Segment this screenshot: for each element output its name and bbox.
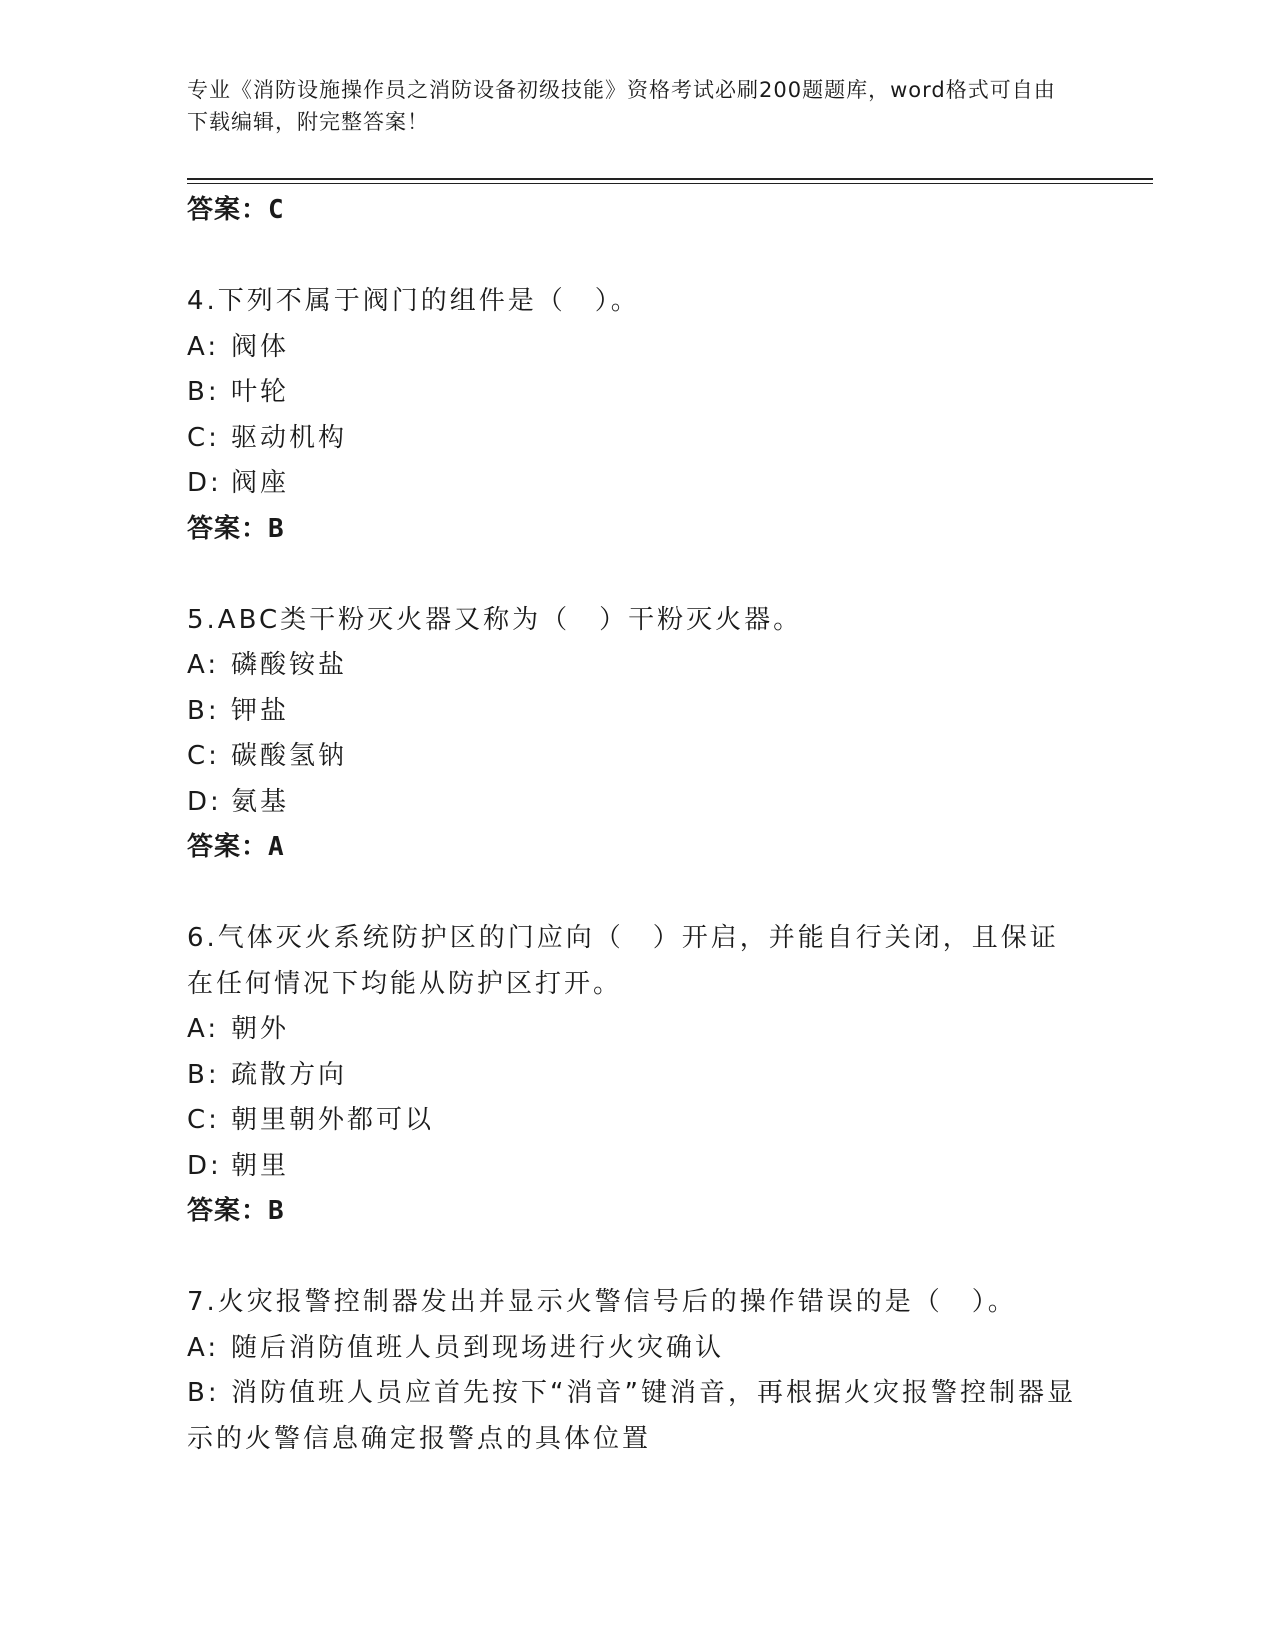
question-stem: 5.ABC类干粉灭火器又称为（ ）干粉灭火器。 [187,604,803,635]
option-label: C: [187,422,220,453]
option-label: D: [187,468,222,498]
question-stem: 7.火灾报警控制器发出并显示火警信号后的操作错误的是（ ）。 [187,1287,1017,1317]
option-label: D: [187,1150,222,1181]
option-label: A: [187,331,220,362]
header-divider-thin [187,183,1153,184]
option-text: 朝里朝外都可以 [231,1105,435,1135]
option-text: 磷酸铵盐 [231,650,348,680]
question-item [187,279,1077,552]
question-list [187,188,1077,1462]
question-item [187,598,1077,871]
option-label: B: [187,1378,220,1408]
option-text: 朝外 [231,1014,290,1044]
header-divider [187,178,1153,180]
option-text: 阀座 [231,468,290,498]
option-item [187,1053,1077,1099]
option-text: 阀体 [231,331,290,362]
answer-text: 答案：B [187,513,285,544]
option-item [187,689,1077,735]
option-label: C: [187,741,220,771]
option-label: B: [187,695,220,726]
question-stem: 6.气体灭火系统防护区的门应向（ ）开启，并能自行关闭，且保证在任何情况下均能从防护区打开。 [187,923,1059,999]
question-item [187,916,1077,1235]
option-label: D: [187,786,222,817]
option-item [187,1144,1077,1190]
option-text: 碳酸氢钠 [231,741,348,771]
option-item [187,416,1077,462]
answer-text: 答案：C [187,195,285,225]
option-label: B: [187,1059,220,1090]
option-item [187,1371,1077,1462]
option-text: 叶轮 [231,377,290,407]
option-item [187,1098,1077,1144]
option-item [187,1007,1077,1053]
option-text: 随后消防值班人员到现场进行火灾确认 [231,1332,725,1363]
option-text: 朝里 [231,1150,290,1181]
answer-text: 答案：A [187,832,285,862]
option-item [187,461,1077,507]
question-stem: 4.下列不属于阀门的组件是（ ）。 [187,286,640,316]
option-label: A: [187,1014,220,1044]
answer-text: 答案：B [187,1196,285,1226]
option-item [187,643,1077,689]
option-text: 氨基 [231,786,290,817]
option-label: A: [187,650,220,680]
option-label: A: [187,1332,220,1363]
option-label: C: [187,1105,220,1135]
option-item [187,780,1077,826]
option-item [187,325,1077,371]
option-text: 消防值班人员应首先按下“消音”键消音，再根据火灾报警控制器显示的火警信息确定报警点的具体位置 [187,1378,1076,1454]
option-item [187,1326,1077,1372]
option-text: 驱动机构 [231,422,348,453]
option-item [187,370,1077,416]
option-text: 钾盐 [231,695,290,726]
option-label: B: [187,377,220,407]
question-item [187,1280,1077,1462]
document-header: 专业《消防设施操作员之消防设备初级技能》资格考试必刷200题题库，word格式可自由下载编辑，附完整答案！ [187,78,1056,134]
option-item [187,734,1077,780]
option-text: 疏散方向 [231,1059,348,1090]
